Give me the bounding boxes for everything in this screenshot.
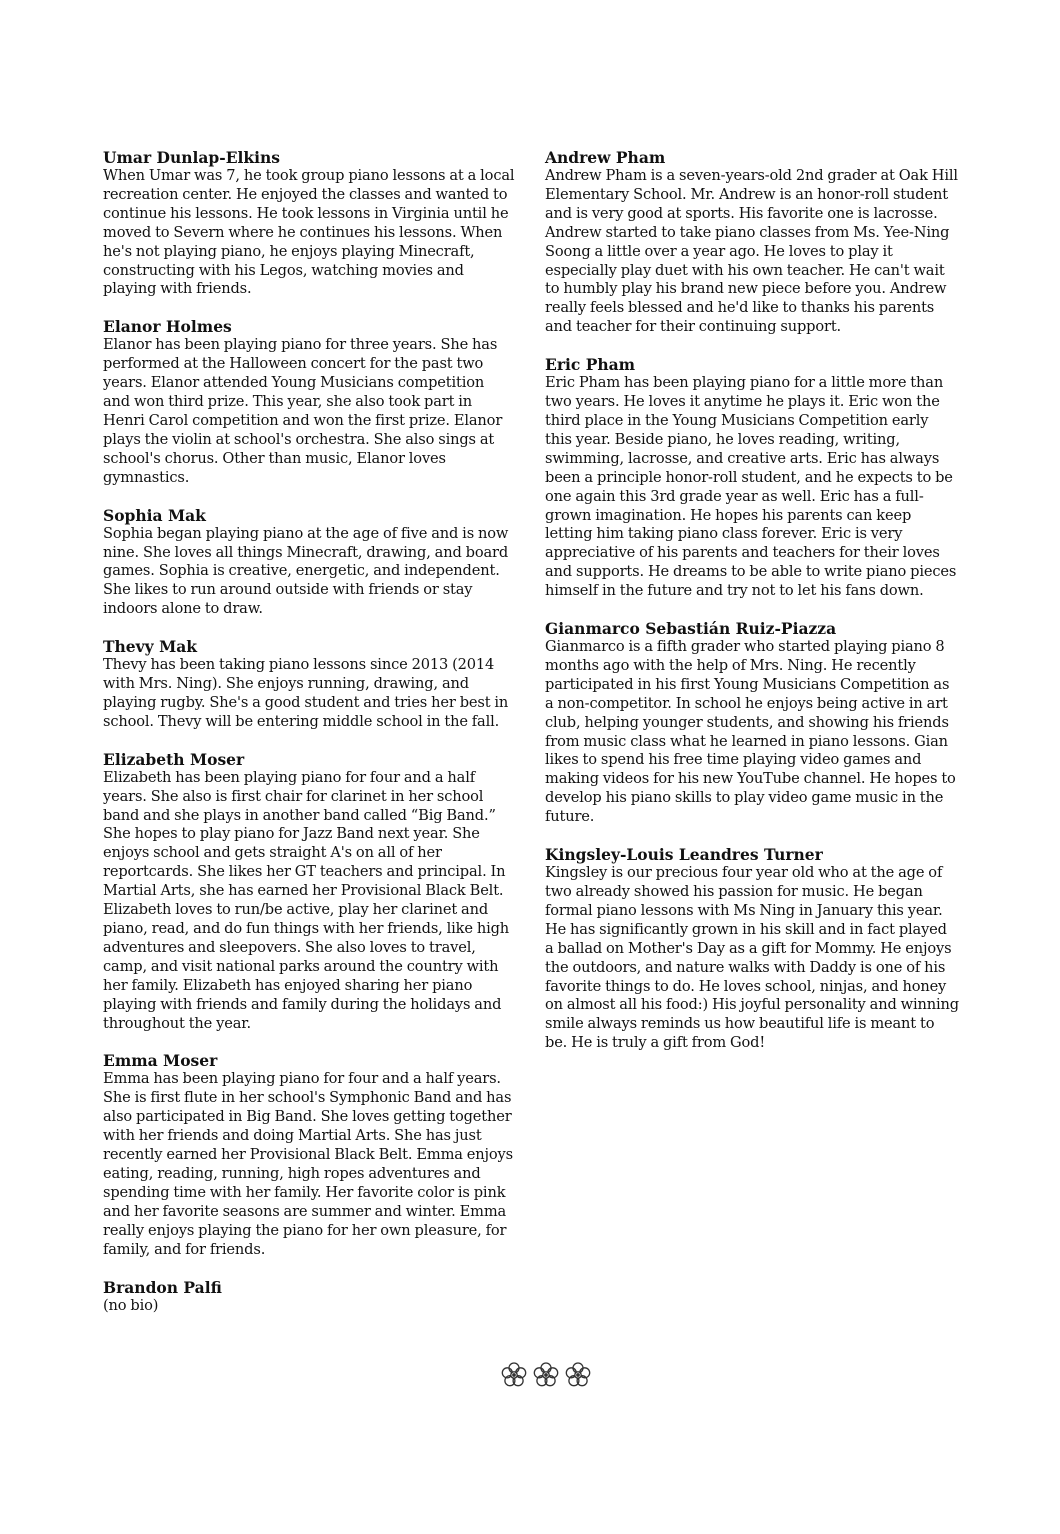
bio-entry: [103, 317, 515, 487]
bio-name: Brandon Palfi: [103, 1277, 222, 1297]
bio-entry: [545, 148, 959, 337]
bio-name: Elizabeth Moser: [103, 749, 245, 769]
bio-text: Emma has been playing piano for four and a half years. She is first flute in her school's Symphonic Band and has also participated in Big Band. She loves getting together with her friends and doing Martial Arts. She has just recently earned her Provisional Black Belt. Emma enjoys eating, reading, running, high ropes adventures and spending time with her family. Her favorite color is pink and her favorite seasons are summer and winter. Emma really enjoys playing the piano for her own pleasure, for family, and for friends.: [103, 1070, 513, 1258]
bio-entry: [103, 637, 515, 732]
bio-entry: [103, 148, 515, 299]
bio-name: Andrew Pham: [545, 148, 666, 167]
bio-name: Gianmarco Sebastián Ruiz-Piazza: [545, 619, 837, 639]
footer-ornament: [496, 1361, 596, 1393]
bio-text: Sophia began playing piano at the age of five and is now nine. She loves all things Minecraft, drawing, and board games. Sophia is creative, energetic, and independent. She likes to run around outside with friends or stay indoors alone to draw.: [103, 524, 509, 618]
left-column: [103, 148, 515, 1333]
bio-entry: [103, 506, 515, 620]
bio-name: Eric Pham: [545, 355, 636, 375]
bio-name: Kingsley-Louis Leandres Turner: [545, 845, 823, 865]
bio-name: Thevy Mak: [103, 637, 198, 657]
right-column: [545, 148, 959, 1071]
bio-entry: [545, 355, 959, 601]
bio-text: When Umar was 7, he took group piano lessons at a local recreation center. He enjoyed the classes and wanted to continue his lessons. He took lessons in Virginia until he moved to Severn where he continues his lessons. When he's not playing piano, he enjoys playing Minecraft, constructing with his Legos, watching movies and playing with friends.: [103, 167, 515, 298]
flower-icon: [532, 1361, 560, 1389]
bio-name: Emma Moser: [103, 1051, 218, 1071]
bio-text: (no bio): [103, 1296, 159, 1314]
flower-icon: [500, 1361, 528, 1389]
bio-text: Elanor has been playing piano for three years. She has performed at the Halloween concert for the past two years. Elanor attended Young Musicians competition and won third prize. This year, she also took part in Henri Carol competition and won the first prize. Elanor plays the violin at school's orchestra. She also sings at school's chorus. Other than music, Elanor loves gymnastics.: [103, 336, 503, 486]
bio-text: Kingsley is our precious four year old who at the age of two already showed his passion for music. He began formal piano lessons with Ms Ning in January this year. He has significantly grown in his skill and in fact played a ballad on Mother's Day as a gift for Mommy. He enjoys the outdoors, and nature walks with Daddy is one of his favorite things to do. He loves school, ninjas, and honey on almost all his food:) His joyful personality and winning smile always reminds us how beautiful life is meant to be. He is truly a gift from God!: [545, 864, 959, 1052]
bio-entry: [103, 1051, 515, 1259]
bio-text: Gianmarco is a fifth grader who started playing piano 8 months ago with the help of Mrs. Ning. He recently participated in his first Young Musicians Competition as a non-competitor. In school he enjoys being active in art club, helping younger students, and showing his friends from music class what he learned in piano lessons. Gian likes to spend his free time playing video games and making videos for his new YouTube channel. He hopes to develop his piano skills to play video game music in the future.: [545, 638, 956, 826]
bio-name: Umar Dunlap-Elkins: [103, 148, 281, 167]
bio-entry: [103, 750, 515, 1034]
bio-entry: [545, 845, 959, 1053]
bio-text: Elizabeth has been playing piano for four and a half years. She also is first chair for clarinet in her school band and she plays in another band called “Big Band.” She hopes to play piano for Jazz Band next year. She enjoys school and gets straight A's on all of her reportcards. She likes her GT teachers and principal. In Martial Arts, she has earned her Provisional Black Belt. Elizabeth loves to run/be active, play her clarinet and piano, read, and do fun things with her friends, like high adventures and sleepovers. She also loves to travel, camp, and visit national parks around the country with her family. Elizabeth has enjoyed sharing her piano playing with friends and family during the holidays and throughout the year.: [103, 768, 510, 1032]
bio-name: Sophia Mak: [103, 505, 206, 525]
bio-entry: [103, 1278, 515, 1316]
flower-icon: [564, 1361, 592, 1389]
bio-name: Elanor Holmes: [103, 317, 232, 337]
bio-text: Eric Pham has been playing piano for a little more than two years. He loves it anytime he plays it. Eric won the third place in the Young Musicians Competition early this year. Beside piano, he loves reading, writing, swimming, lacrosse, and creative arts. Eric has always been a principle honor-roll student, and he expects to be one again this 3rd grade year as well. Eric has a full-grown imagination. He hopes his parents can keep letting him taking piano class forever. Eric is very appreciative of his parents and teachers for their loves and supports. He dreams to be able to write piano pieces himself in the future and try not to let his fans down.: [545, 374, 957, 600]
bio-entry: [545, 619, 959, 827]
bio-text: Andrew Pham is a seven-years-old 2nd grader at Oak Hill Elementary School. Mr. Andrew is an honor-roll student and is very good at sports. His favorite one is lacrosse. Andrew started to take piano classes from Ms. Yee-Ning Soong a little over a year ago. He loves to play it especially play duet with his own teacher. He can't wait to humbly play his brand new piece before you. Andrew really feels blessed and he'd like to thanks his parents and teacher for their continuing support.: [545, 167, 958, 336]
bio-text: Thevy has been taking piano lessons since 2013 (2014 with Mrs. Ning). She enjoys running, drawing, and playing rugby. She's a good student and tries her best in school. Thevy will be entering middle school in the fall.: [103, 656, 509, 730]
